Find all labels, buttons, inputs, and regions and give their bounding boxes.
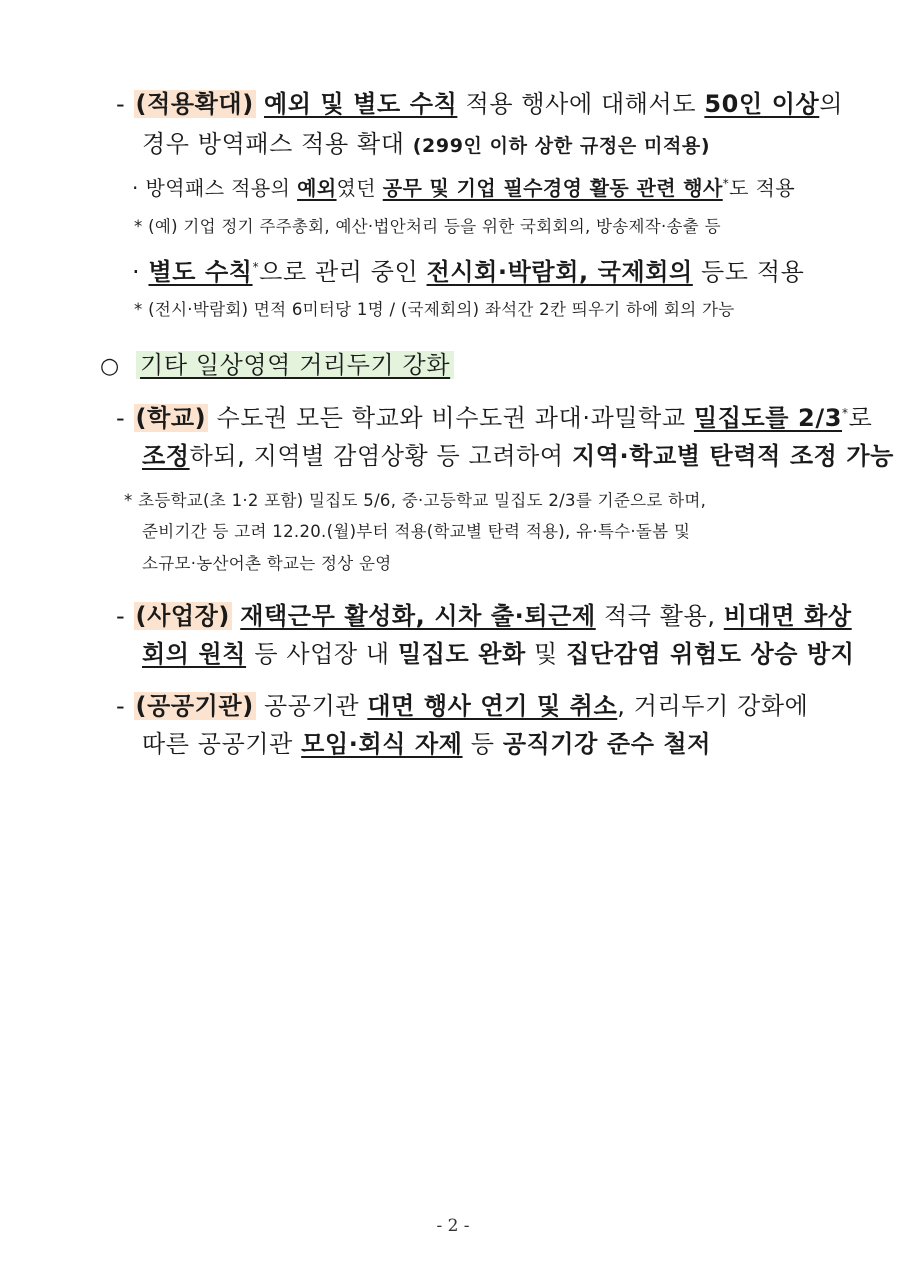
text: 등 <box>462 730 503 758</box>
tag-expand: (적용확대) <box>135 90 254 118</box>
text: 등도 적용 <box>692 258 805 286</box>
note-examples: * (예) 기업 정기 주주총회, 예산·법안처리 등을 위한 국회회의, 방송제작·송출 등 <box>134 217 721 236</box>
text: 적용 행사에 대해서도 <box>457 90 705 118</box>
item-workplace-line2 <box>142 634 855 669</box>
section-header <box>100 345 454 380</box>
note-school-line1: * 초등학교(초 1·2 포함) 밀집도 5/6, 중·고등학교 밀집도 2/3를 기준으로 하며, <box>124 491 707 510</box>
text: 적극 활용, <box>595 602 724 630</box>
note-school-line3: 소규모·농산어촌 학교는 정상 운영 <box>142 554 392 573</box>
bullet-dot: · <box>132 176 139 200</box>
text: 따른 공공기관 <box>142 730 302 758</box>
tag-school: (학교) <box>135 404 207 432</box>
dash-marker: - <box>116 90 126 118</box>
bullet-dot: · <box>132 258 141 286</box>
text: 방역패스 적용의 <box>145 176 298 200</box>
tag-public: (공공기관) <box>135 692 254 720</box>
text: 및 <box>525 640 567 668</box>
text: 등 사업장 내 <box>246 640 398 668</box>
item-public-line2 <box>142 724 711 759</box>
text-prevent-cluster: 집단감염 위험도 상승 방지 <box>566 640 855 668</box>
text: 로 <box>848 404 873 432</box>
circle-bullet: ○ <box>100 354 120 379</box>
text-video-meeting: 비대면 화상 <box>723 602 852 630</box>
text: , 거리두기 강화에 <box>617 692 809 720</box>
text-flexible: 지역·학교별 탄력적 조정 가능 <box>571 442 894 470</box>
item-expand-line1 <box>116 84 843 119</box>
text: 경우 방역패스 적용 확대 <box>142 130 413 158</box>
text-discipline: 공직기강 준수 철저 <box>502 730 711 758</box>
text: 으로 관리 중인 <box>259 258 427 286</box>
text-exhibitions: 전시회·박람회, 국제회의 <box>426 258 693 286</box>
text: 였던 <box>336 176 383 200</box>
footnote-mark: * <box>842 406 849 420</box>
tag-workplace: (사업장) <box>135 602 230 630</box>
text: 수도권 모든 학교와 비수도권 과대·과밀학교 <box>208 404 694 432</box>
footnote-mark: * <box>252 260 260 274</box>
dash-marker: - <box>116 404 126 432</box>
text-exception: 예외 <box>297 176 337 200</box>
text-density: 밀집도를 2/3 <box>693 404 842 432</box>
text-50-people: 50인 이상 <box>704 90 820 118</box>
text-exception-rules: 예외 및 별도 수칙 <box>264 90 458 118</box>
text-business-events: 공무 및 기업 필수경영 활동 관련 행사 <box>382 176 723 200</box>
item-expand-line2 <box>142 124 710 159</box>
item-school-line2 <box>142 436 894 471</box>
dash-marker: - <box>116 692 126 720</box>
text-note-299: (299인 이하 상한 규정은 미적용) <box>412 135 711 157</box>
text: 도 적용 <box>729 176 796 200</box>
text-postpone-events: 대면 행사 연기 및 취소 <box>367 692 618 720</box>
section-title: 기타 일상영역 거리두기 강화 <box>136 351 454 379</box>
item-public-line1 <box>116 686 808 721</box>
text: 공공기관 <box>255 692 368 720</box>
bullet-exemption <box>132 172 795 201</box>
text: 의 <box>819 90 844 118</box>
text-meeting-principle: 회의 원칙 <box>142 640 247 668</box>
text-refrain-gatherings: 모임·회식 자제 <box>301 730 463 758</box>
text: 하되, 지역별 감염상황 등 고려하여 <box>189 442 572 470</box>
item-school-line1 <box>116 398 872 433</box>
text-density-relief: 밀집도 완화 <box>397 640 526 668</box>
page-number: - 2 - <box>436 1216 470 1236</box>
bullet-separate-rules <box>132 252 804 287</box>
text-adjust: 조정 <box>142 442 190 470</box>
footnote-mark: * <box>722 176 730 191</box>
note-school-line2: 준비기간 등 고려 12.20.(월)부터 적용(학교별 탄력 적용), 유·특수·돌봄 및 <box>142 522 691 541</box>
dash-marker: - <box>116 602 126 630</box>
text-remote-work: 재택근무 활성화, 시차 출·퇴근제 <box>240 602 596 630</box>
text-separate-rules: 별도 수칙 <box>148 258 253 286</box>
note-exhibitions: * (전시·박람회) 면적 6미터당 1명 / (국제회의) 좌석간 2칸 띄우기 하에 회의 가능 <box>134 300 735 319</box>
item-workplace-line1 <box>116 596 852 631</box>
